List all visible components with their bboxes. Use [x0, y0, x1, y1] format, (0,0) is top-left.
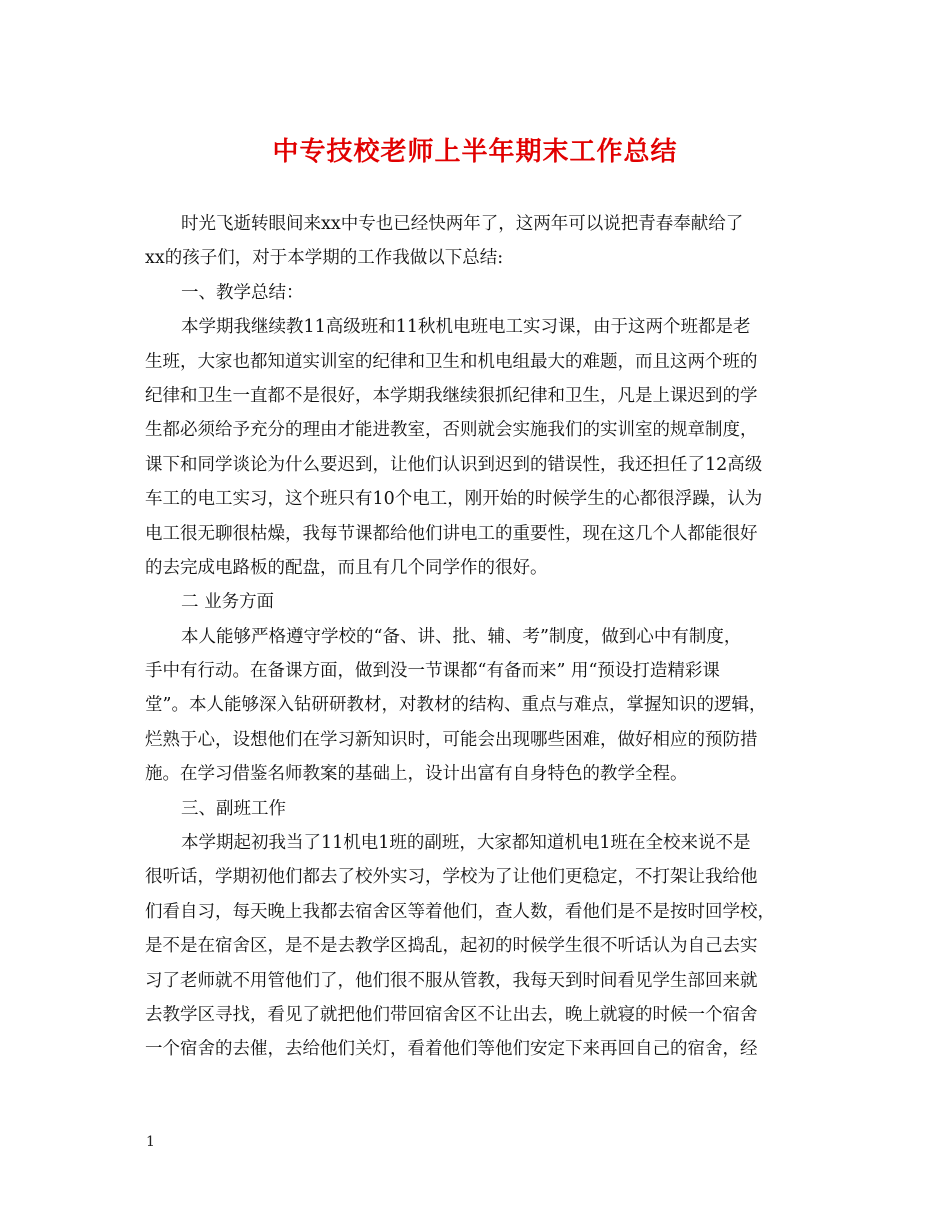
body-line: 烂熟于心，设想他们在学习新知识时，可能会出现哪些困难，做好相应的预防措 [145, 729, 758, 750]
document-title: 中专技校老师上半年期末工作总结 [272, 137, 678, 167]
body-line: 课下和同学谈论为什么要迟到，让他们认识到迟到的错误性，我还担任了12高级 [145, 454, 763, 475]
body-line: 生都必须给予充分的理由才能进教室，否则就会实施我们的实训室的规章制度， [145, 420, 758, 441]
body-line: 一个宿舍的去催，去给他们关灯，看着他们等他们安定下来再回自己的宿舍，经 [145, 1039, 758, 1060]
section-heading: 一、教学总结： [181, 282, 304, 303]
body-line: 车工的电工实习，这个班只有10个电工，刚开始的时候学生的心都很浮躁，认为 [145, 489, 763, 510]
body-line: 时光飞逝转眼间来xx中专也已经快两年了，这两年可以说把青春奉献给了 [181, 214, 744, 234]
section-heading: 二 业务方面 [181, 592, 275, 613]
body-line: 堂”。本人能够深入钻研研教材，对教材的结构、重点与难点，掌握知识的逻辑， [145, 695, 767, 716]
body-line: 的去完成电路板的配盘，而且有几个同学作的很好。 [145, 557, 548, 578]
body-line: 们看自习，每天晚上我都去宿舍区等着他们，查人数，看他们是不是按时回学校， [145, 901, 775, 922]
body-line: 本人能够严格遵守学校的“备、讲、批、辅、考”制度，做到心中有制度， [181, 626, 742, 647]
body-line: 是不是在宿舍区，是不是去教学区捣乱，起初的时候学生很不听话认为自己去实 [145, 936, 758, 957]
body-line: 去教学区寻找，看见了就把他们带回宿舍区不让出去，晚上就寝的时候一个宿舍 [145, 1004, 758, 1025]
body-line: 施。在学习借鉴名师教案的基础上，设计出富有自身特色的教学全程。 [145, 764, 688, 785]
section-heading: 三、副班工作 [181, 798, 286, 819]
document-body [145, 207, 805, 1067]
body-line: 习了老师就不用管他们了，他们很不服从管教，我每天到时间看见学生部回来就 [145, 970, 758, 991]
body-line: 电工很无聊很枯燥，我每节课都给他们讲电工的重要性，现在这几个人都能很好 [145, 523, 758, 544]
body-line: 生班，大家也都知道实训室的纪律和卫生和机电组最大的难题，而且这两个班的 [145, 351, 758, 372]
page-number: 1 [146, 1134, 155, 1150]
body-line: 很听话，学期初他们都去了校外实习，学校为了让他们更稳定，不打架让我给他 [145, 867, 758, 888]
body-line: xx的孩子们，对于本学期的工作我做以下总结: [145, 248, 504, 269]
body-line: 本学期起初我当了11机电1班的副班，大家都知道机电1班在全校来说不是 [181, 833, 751, 854]
body-line: 手中有行动。在备课方面，做到没一节课都“有备而来” 用“预设打造精彩课 [145, 661, 720, 682]
body-line: 纪律和卫生一直都不是很好，本学期我继续狠抓纪律和卫生，凡是上课迟到的学 [145, 385, 758, 406]
body-line: 本学期我继续教11高级班和11秋机电班电工实习课，由于这两个班都是老 [181, 317, 751, 338]
